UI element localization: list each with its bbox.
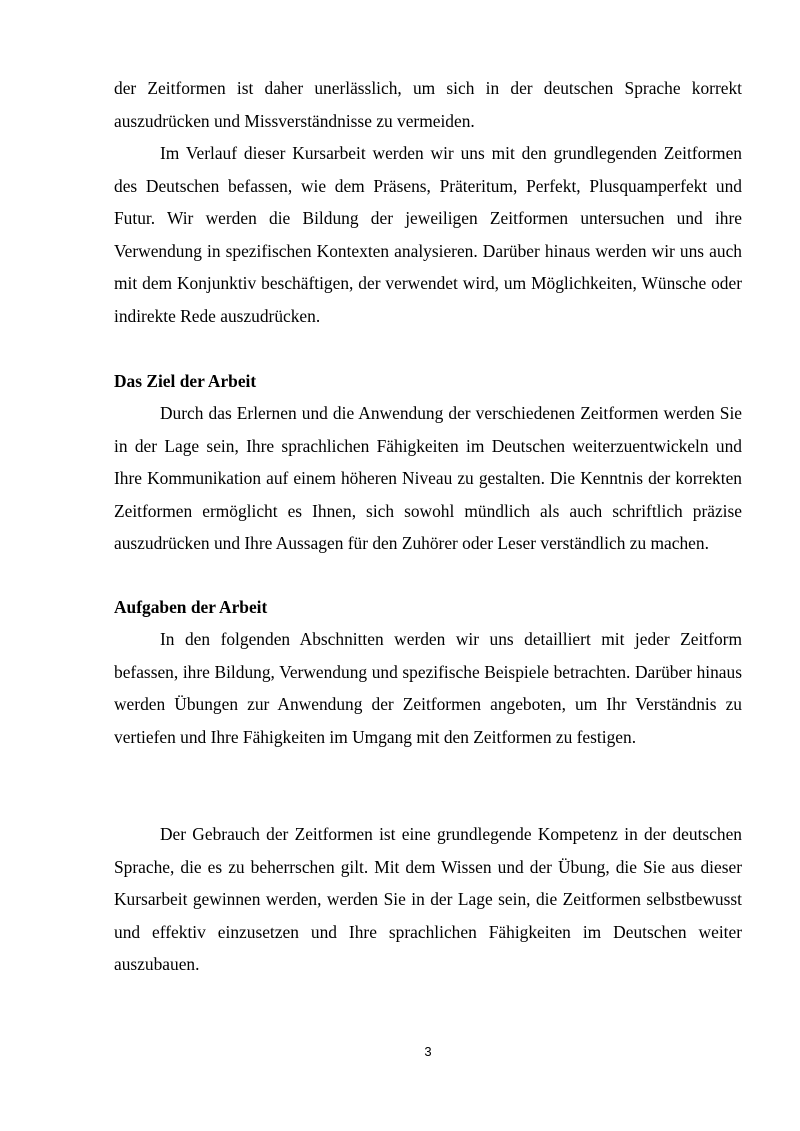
page-number: 3 [424, 1044, 432, 1059]
paragraph-aufgaben: In den folgenden Abschnitten werden wir uns detailliert mit jeder Zeitform befassen, ihre Bildung, Verwendung und spezifische Beispiele betrachten. Darüber hinaus werden Übungen zur Anwendung der Zeitformen angeboten, um Ihr Verständnis zu vertiefen und Ihre Fähigkeiten im Umgang mit den Zeitformen zu festigen. [114, 629, 742, 747]
heading-ziel: Das Ziel der Arbeit [114, 371, 257, 391]
paragraph-course-overview: Im Verlauf dieser Kursarbeit werden wir uns mit den grundlegenden Zeitformen des Deutschen befassen, wie dem Präsens, Präteritum, Perfekt, Plusquamperfekt und Futur. Wir werden die Bildung der jeweiligen Zeitformen untersuchen und ihre Verwendung in spezifischen Kontexten analysieren. Darüber hinaus werden wir uns auch mit dem Konjunktiv beschäftigen, der verwendet wird, um Möglichkeiten, Wünsche oder indirekte Rede auszudrücken. [114, 143, 742, 326]
paragraph-intro-end: der Zeitformen ist daher unerlässlich, um sich in der deutschen Sprache korrekt auszudrücken und Missverständnisse zu vermeiden. [114, 78, 742, 131]
paragraph-ziel: Durch das Erlernen und die Anwendung der verschiedenen Zeitformen werden Sie in der Lage sein, Ihre sprachlichen Fähigkeiten im Deutschen weiterzuentwickeln und Ihre Kommunikation auf einem höheren Niveau zu gestalten. Die Kenntnis der korrekten Zeitformen ermöglicht es Ihnen, sich sowohl mündlich als auch schriftlich präzise auszudrücken und Ihre Aussagen für den Zuhörer oder Leser verständlich zu machen. [114, 403, 742, 554]
paragraph-conclusion: Der Gebrauch der Zeitformen ist eine grundlegende Kompetenz in der deutschen Sprache, die es zu beherrschen gilt. Mit dem Wissen und der Übung, die Sie aus dieser Kursarbeit gewinnen werden, werden Sie in der Lage sein, die Zeitformen selbstbewusst und effektiv einzusetzen und Ihre sprachlichen Fähigkeiten im Deutschen weiter auszubauen. [114, 824, 742, 975]
heading-aufgaben: Aufgaben der Arbeit [114, 597, 268, 617]
